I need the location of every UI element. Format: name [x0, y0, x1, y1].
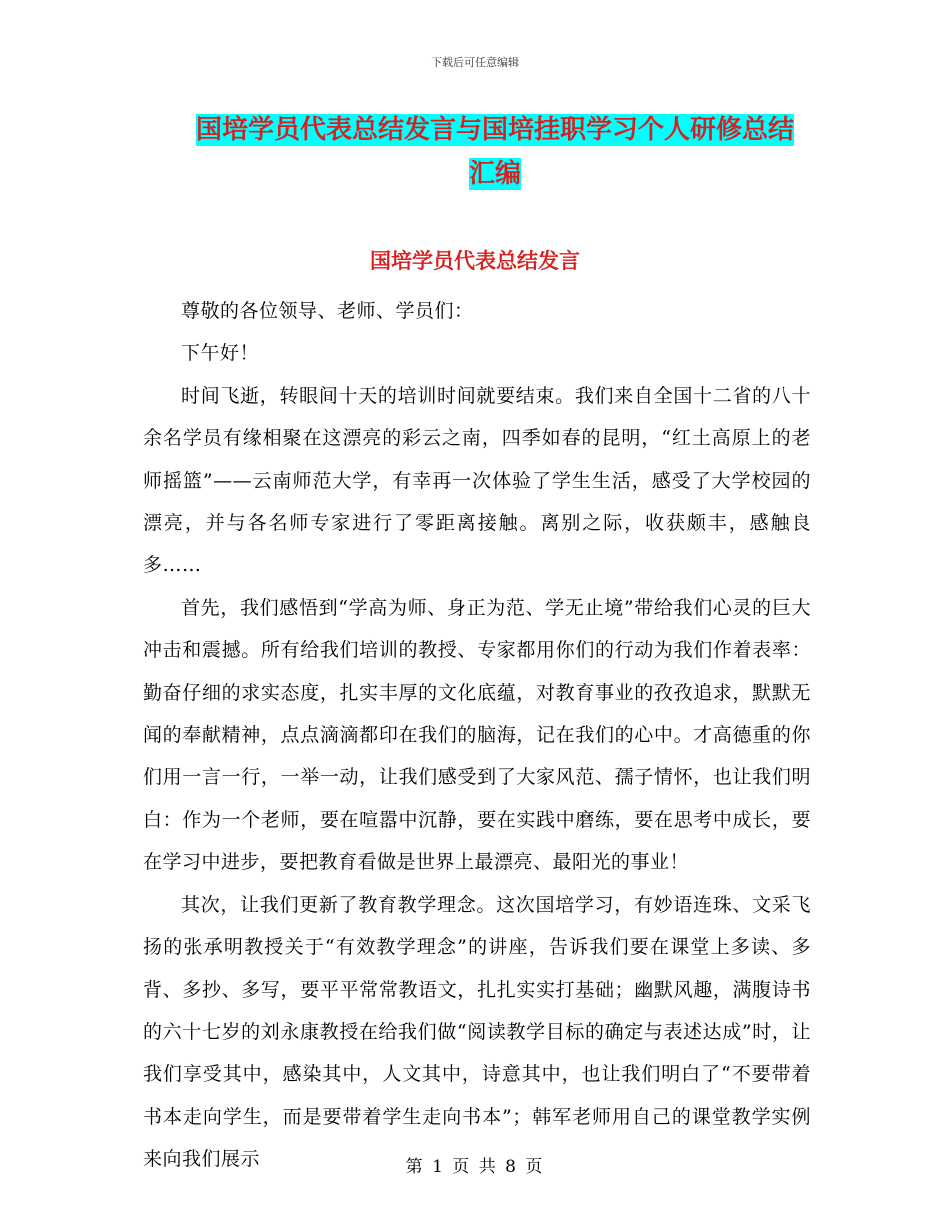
- salutation: 尊敬的各位领导、老师、学员们：: [181, 300, 474, 322]
- document-title-line-1: 国培学员代表总结发言与国培挂职学习个人研修总结: [195, 115, 794, 145]
- paragraph-second: 其次，让我们更新了教育教学理念。这次国培学习，有妙语连珠、文采飞扬的张承明教授关于“有效教学理念”的讲座，告诉我们要在课堂上多读、多背、多抄、多写，要平平常常教语文，扎扎实实打基础；幽默风趣，满腹诗书的六十七岁的刘永康教授在给我们做“阅读教学目标的确定与表述达成”时，让我们享受其中，感染其中，人文其中，诗意其中，也让我们明白了“不要带着书本走向学生，而是要带着学生走向书本”；韩军老师用自己的课堂教学实例来向我们展示: [143, 893, 811, 1171]
- document-title-line-2: 汇编: [468, 159, 521, 189]
- header-note: 下载后可任意编辑: [431, 56, 519, 69]
- section-title: 国培学员代表总结发言: [370, 249, 580, 273]
- page-footer: 第 1 页 共 8 页: [405, 1157, 545, 1177]
- document-body: [143, 290, 811, 1181]
- document-title: [140, 108, 850, 196]
- paragraph-first: 首先，我们感悟到“学高为师、身正为范、学无止境”带给我们心灵的巨大冲击和震撼。所有给我们培训的教授、专家都用你们的行动为我们作着表率：勤奋仔细的求实态度，扎实丰厚的文化底蕴，对教育事业的孜孜追求，默默无闻的奉献精神，点点滴滴都印在我们的脑海，记在我们的心中。才高德重的你们用一言一行，一举一动，让我们感受到了大家风范、孺子情怀，也让我们明白：作为一个老师，要在喧嚣中沉静，要在实践中磨练，要在思考中成长，要在学习中进步，要把教育看做是世界上最漂亮、最阳光的事业！: [143, 596, 811, 874]
- paragraph-intro: 时间飞逝，转眼间十天的培训时间就要结束。我们来自全国十二省的八十余名学员有缘相聚在这漂亮的彩云之南，四季如春的昆明，“红土高原上的老师摇篮”——云南师范大学，有幸再一次体验了学生生活，感受了大学校园的漂亮，并与各名师专家进行了零距离接触。离别之际，收获颇丰，感触良多……: [143, 384, 811, 577]
- greeting: 下午好！: [181, 342, 260, 365]
